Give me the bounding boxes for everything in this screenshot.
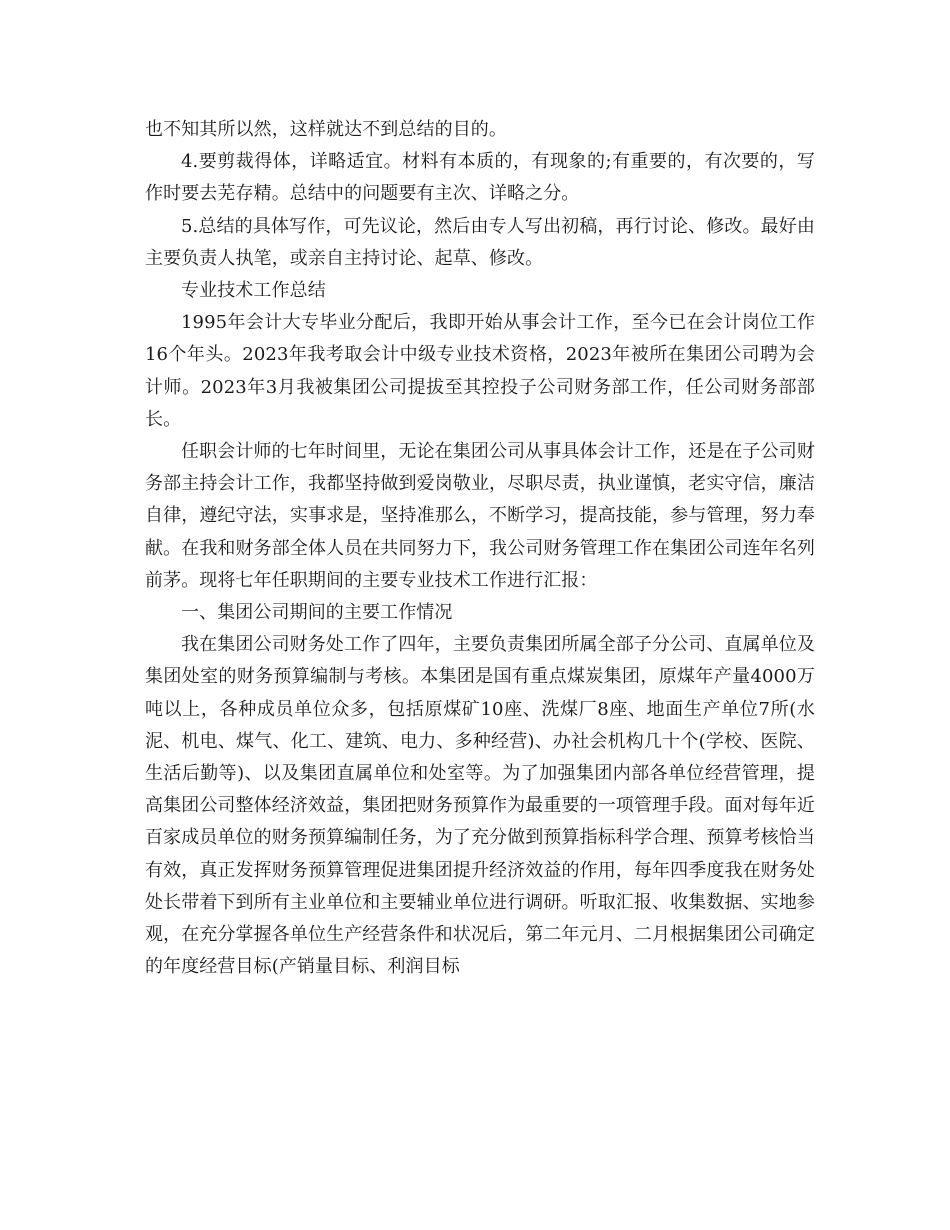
section-title: 专业技术工作总结 [181,280,326,302]
paragraph-group-work: 我在集团公司财务处工作了四年，主要负责集团所属全部子分公司、直属单位及集团处室的财务预算编制与考核。本集团是国有重点煤炭集团，原煤年产量4000万吨以上，各种成员单位众多，包括原煤矿10座、洗煤厂8座、地面生产单位7所(水泥、机电、煤气、化工、建筑、电力、多种经营)、办社会机构几十个(学校、医院、生活后勤等)、以及集团直属单位和处室等。为了加强集团内部各单位经营管理，提高集团公司整体经济效益，集团把财务预算作为最重要的一项管理手段。面对每年近百家成员单位的财务预算编制任务，为了充分做到预算指标科学合理、预算考核恰当有效，真正发挥财务预算管理促进集团提升经济效益的作用，每年四季度我在财务处处长带着下到所有主业单位和主要辅业单位进行调研。听取汇报、收集数据、实地参观，在充分掌握各单位生产经营条件和状况后，第二年元月、二月根据集团公司确定的年度经营目标(产销量目标、利润目标 [145,634,815,978]
paragraph-career: 1995年会计大专毕业分配后，我即开始从事会计工作，至今已在会计岗位工作16个年头。2023年我考取会计中级专业技术资格，2023年被所在集团公司聘为会计师。2023年3月我被集团公司提拔至其控投子公司财务部工作，任公司财务部部长。 [145,312,815,430]
subsection-heading: 一、集团公司期间的主要工作情况 [181,602,453,624]
paragraph-point-4: 4.要剪裁得体，详略适宜。材料有本质的，有现象的;有重要的，有次要的，写作时要去芜存精。总结中的问题要有主次、详略之分。 [145,151,815,205]
paragraph-point-5: 5.总结的具体写作，可先议论，然后由专人写出初稿，再行讨论、修改。最好由主要负责人执笔，或亲自主持讨论、起草、修改。 [145,215,815,269]
document-body [145,114,815,983]
paragraph-continuation: 也不知其所以然，这样就达不到总结的目的。 [145,119,507,140]
paragraph-duties: 任职会计师的七年时间里，无论在集团公司从事具体会计工作，还是在子公司财务部主持会计工作，我都坚持做到爱岗敬业，尽职尽责，执业谨慎，老实守信，廉洁自律，遵纪守法，实事求是，坚持准那么，不断学习，提高技能，参与管理，努力奉献。在我和财务部全体人员在共同努力下，我公司财务管理工作在集团公司连年名列前茅。现将七年任职期间的主要专业技术工作进行汇报： [145,441,815,591]
